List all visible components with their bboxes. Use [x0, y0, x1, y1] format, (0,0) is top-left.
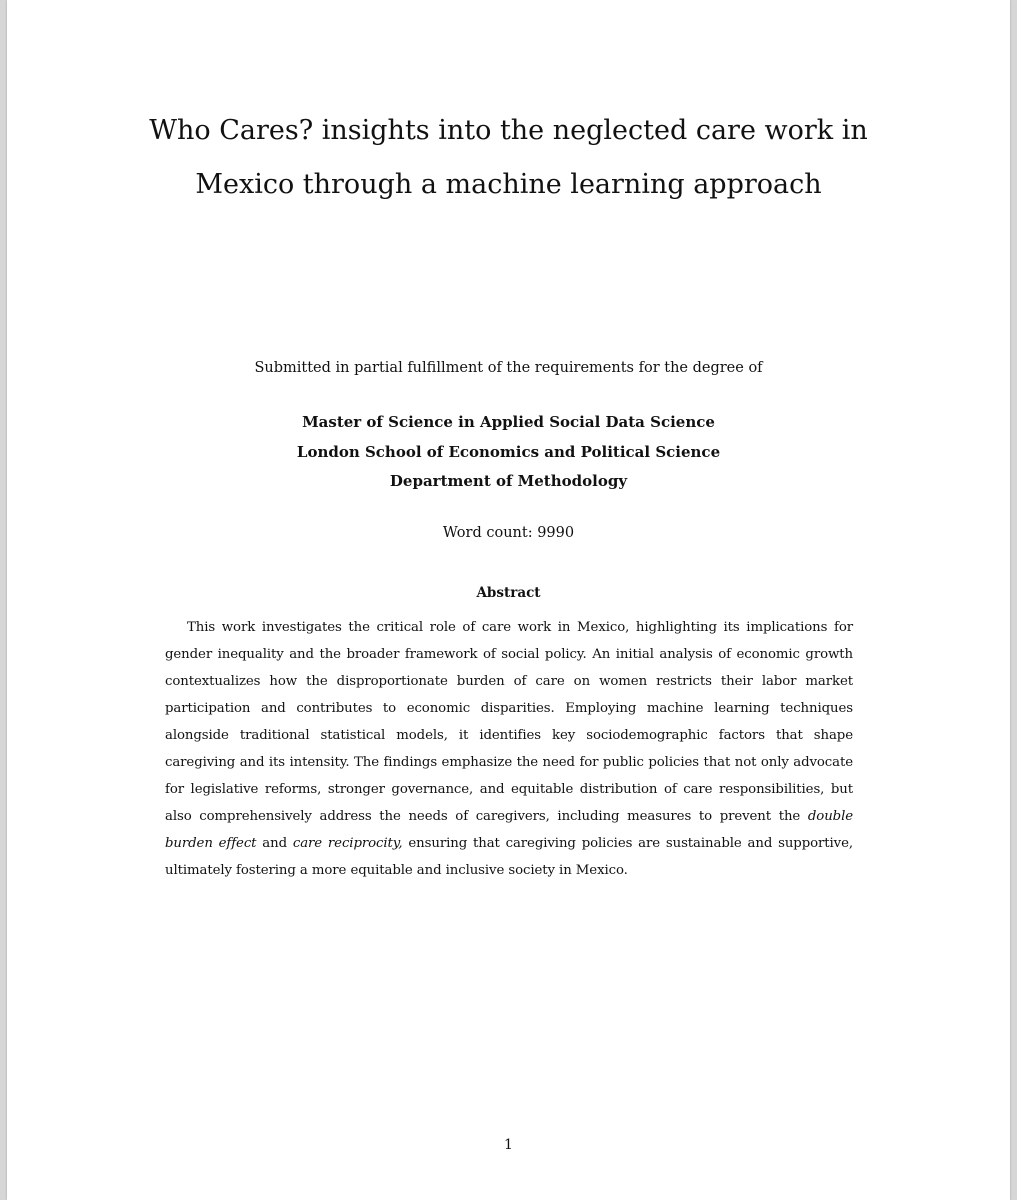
abstract-text-part-3: ensuring that caregiving policies are sustainable and supportive, ultimately fostering a more equitable and inclusive society in Mexico. [165, 836, 853, 878]
abstract-text-part-2: and [256, 836, 293, 851]
abstract-emphasis-care-reciprocity: care reciprocity, [292, 836, 403, 851]
title-line-1: Who Cares? insights into the neglected care work in [149, 115, 868, 146]
abstract-emphasis-double-burden: double burden effect [165, 809, 853, 851]
abstract-body [165, 614, 853, 884]
page-number: 1 [504, 1137, 513, 1153]
institution-name: London School of Economics and Political Science [296, 442, 721, 461]
paper-title [7, 104, 1010, 212]
degree-block [7, 408, 1010, 497]
abstract-heading: Abstract [476, 585, 541, 601]
title-line-2: Mexico through a machine learning approach [195, 169, 822, 200]
word-count: Word count: 9990 [442, 525, 575, 541]
abstract-text-part-1: This work investigates the critical role of care work in Mexico, highlighting its implications for gender inequality and the broader framework of social policy. An initial analysis of economic growth contextualizes how the disproportionate burden of care on women restricts their labor market participation and contributes to economic disparities. Employing machine learning techniques alongside traditional statistical models, it identifies key sociodemographic factors that shape caregiving and its intensity. The findings emphasize the need for public policies that not only advocate for legislative reforms, stronger governance, and equitable distribution of care responsibilities, but also comprehensively address the needs of caregivers, including measures to prevent the [165, 620, 853, 824]
submission-statement: Submitted in partial fulfillment of the requirements for the degree of [254, 360, 763, 376]
document-page [7, 0, 1010, 1200]
department-name: Department of Methodology [389, 472, 628, 490]
degree-name: Master of Science in Applied Social Data Science [302, 413, 715, 431]
